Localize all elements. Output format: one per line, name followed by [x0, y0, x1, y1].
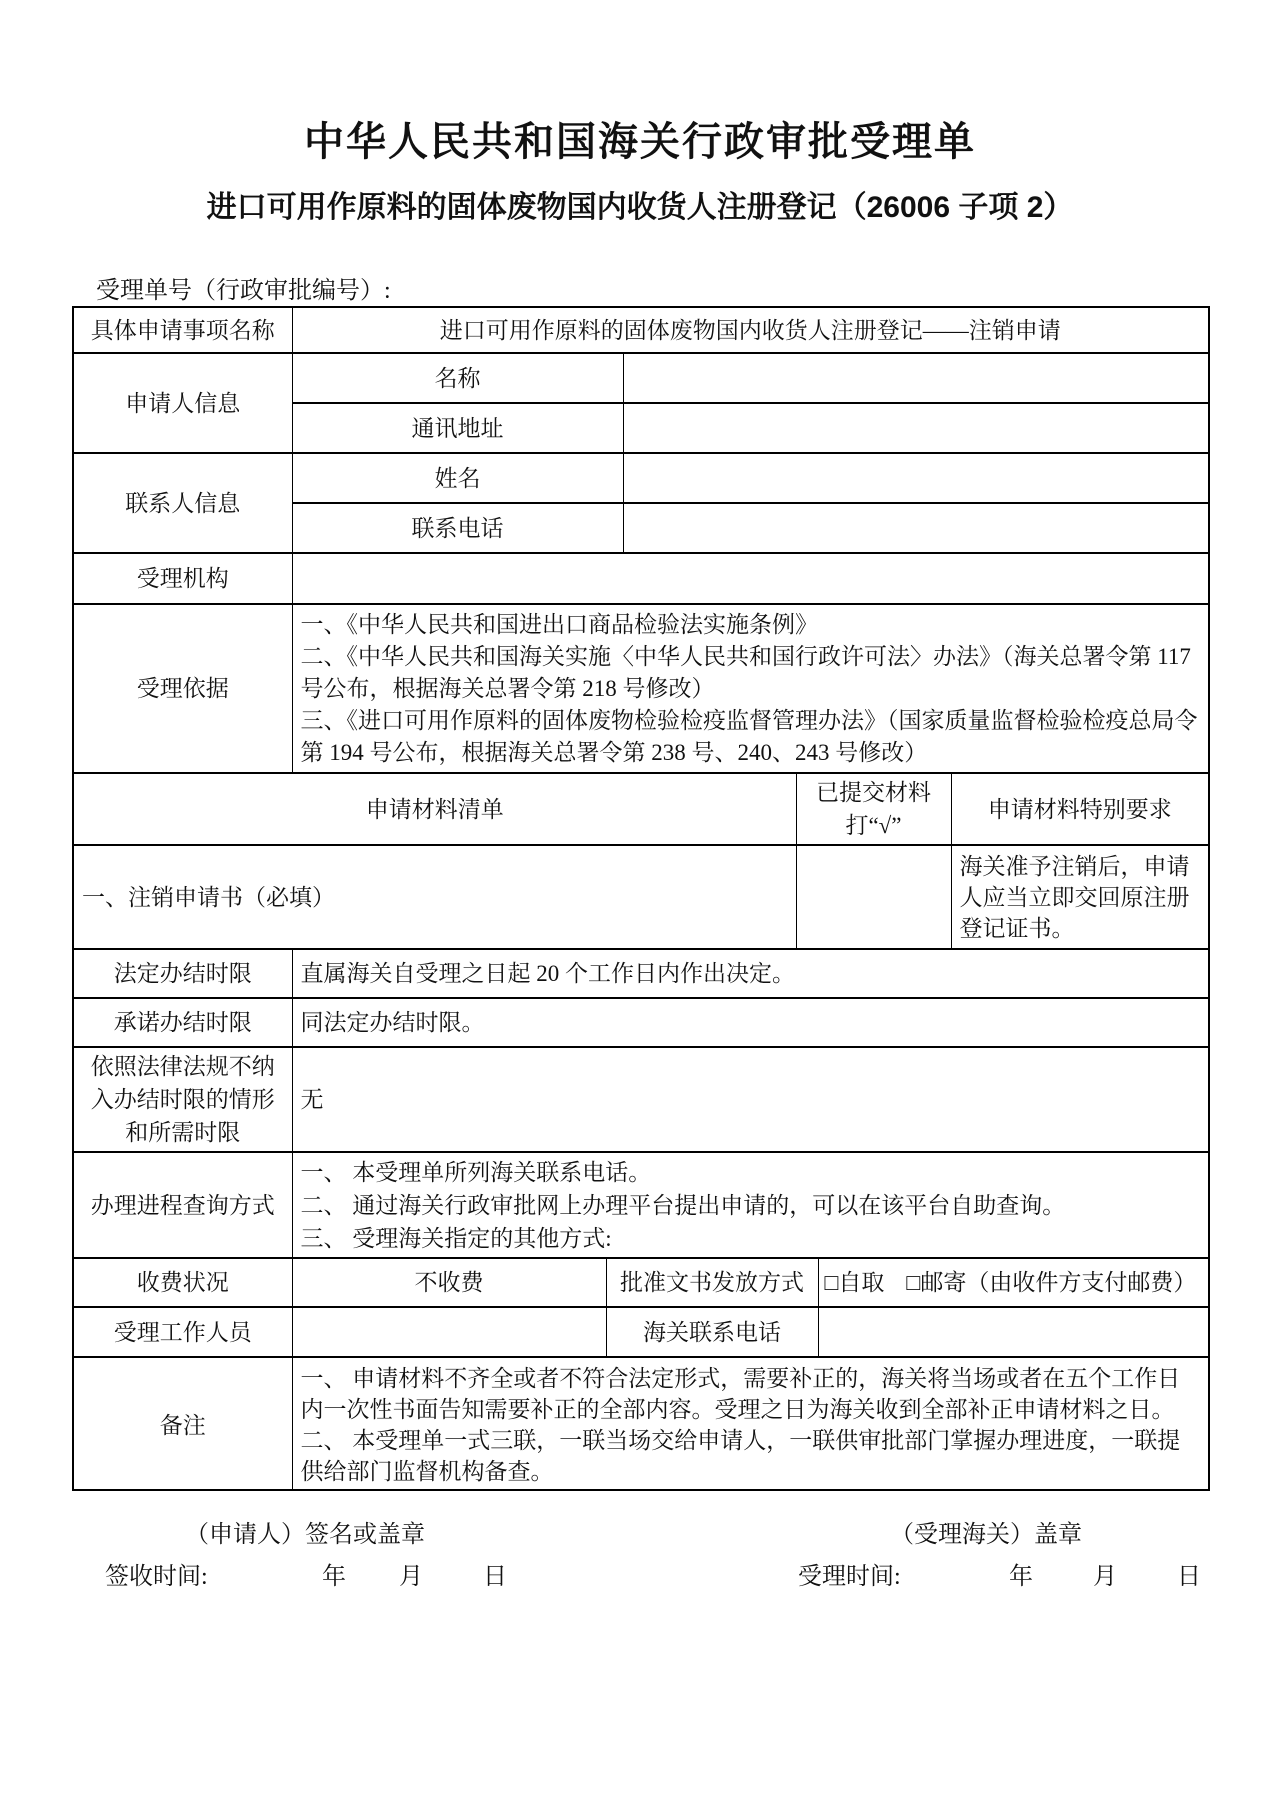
- delivery-options: [818, 1258, 1209, 1307]
- receive-time-day-label: 日: [483, 1564, 507, 1590]
- customs-phone-field[interactable]: [818, 1307, 1209, 1357]
- accept-time-year-label: 年: [1009, 1564, 1033, 1590]
- row-contact-name: [73, 453, 1209, 503]
- progress-query-item-3: 三、 受理海关指定的其他方式:: [300, 1225, 612, 1251]
- receive-time-year-label: 年: [322, 1564, 346, 1590]
- materials-special-header: 申请材料特别要求: [951, 773, 1209, 845]
- progress-query-text: [292, 1152, 1209, 1258]
- remarks-item-2: 二、 本受理单一式三联，一联当场交给申请人，一联供审批部门掌握办理进度，一联提供给部门监督机构备查。: [300, 1428, 1181, 1484]
- accept-time-month-label: 月: [1093, 1564, 1117, 1590]
- acceptance-number-label: 受理单号（行政审批编号）:: [96, 278, 391, 304]
- item-name-value: 进口可用作原料的固体废物国内收货人注册登记——注销申请: [292, 307, 1209, 353]
- application-form-table: [72, 306, 1210, 1491]
- row-item-name: [73, 307, 1209, 353]
- row-material-1: [73, 845, 1209, 949]
- remarks-label: 备注: [73, 1357, 292, 1490]
- material-1-special: 海关准予注销后，申请人应当立即交回原注册登记证书。: [951, 845, 1209, 949]
- applicant-address-label: 通讯地址: [292, 403, 623, 453]
- accept-time-day-label: 日: [1177, 1564, 1201, 1590]
- accepting-org-field[interactable]: [292, 553, 1209, 604]
- basis-item-3: 三、《进口可用作原料的固体废物检验检疫监督管理办法》（国家质量监督检验检疫总局令第 194 号公布，根据海关总署令第 238 号、240、243 号修改）: [300, 707, 1198, 765]
- row-progress-query: [73, 1152, 1209, 1258]
- fee-label: 收费状况: [73, 1258, 292, 1307]
- progress-query-item-2: 二、 通过海关行政审批网上办理平台提出申请的，可以在该平台自助查询。: [300, 1192, 1066, 1218]
- excluded-limit-value: 无: [292, 1047, 1209, 1152]
- row-applicant-name: [73, 353, 1209, 403]
- applicant-info-label: 申请人信息: [73, 353, 292, 453]
- contact-phone-label: 联系电话: [292, 503, 623, 553]
- acceptance-basis-label: 受理依据: [73, 604, 292, 773]
- progress-query-label: 办理进程查询方式: [73, 1152, 292, 1258]
- basis-item-2: 二、《中华人民共和国海关实施〈中华人民共和国行政许可法〉办法》（海关总署令第 117 号公布，根据海关总署令第 218 号修改）: [300, 643, 1191, 701]
- contact-info-label: 联系人信息: [73, 453, 292, 553]
- remarks-text: [292, 1357, 1209, 1490]
- acceptance-basis-text: [292, 604, 1209, 773]
- excluded-limit-label: 依照法律法规不纳入办结时限的情形和所需时限: [73, 1047, 292, 1152]
- progress-query-item-1: 一、 本受理单所列海关联系电话。: [300, 1159, 652, 1185]
- page-subtitle: 进口可用作原料的固体废物国内收货人注册登记（26006 子项 2）: [206, 191, 1074, 224]
- delivery-method-label: 批准文书发放方式: [606, 1258, 818, 1307]
- contact-name-field[interactable]: [623, 453, 1209, 503]
- legal-limit-value: 直属海关自受理之日起 20 个工作日内作出决定。: [292, 949, 1209, 998]
- applicant-name-field[interactable]: [623, 353, 1209, 403]
- materials-submitted-header-line2: 打“√”: [845, 813, 902, 838]
- legal-limit-label: 法定办结时限: [73, 949, 292, 998]
- promise-limit-value: 同法定办结时限。: [292, 998, 1209, 1047]
- delivery-option-mail-label: 邮寄（由收件方支付邮费）: [920, 1270, 1197, 1295]
- customs-phone-label: 海关联系电话: [606, 1307, 818, 1357]
- materials-list-header: 申请材料清单: [73, 773, 796, 845]
- checkbox-self-pickup-icon[interactable]: □: [824, 1270, 839, 1295]
- accepting-org-label: 受理机构: [73, 553, 292, 604]
- staff-label: 受理工作人员: [73, 1307, 292, 1357]
- remarks-item-1: 一、 申请材料不齐全或者不符合法定形式，需要补正的，海关将当场或者在五个工作日内一次性书面告知需要补正的全部内容。受理之日为海关收到全部补正申请材料之日。: [300, 1366, 1181, 1422]
- item-name-label: 具体申请事项名称: [73, 307, 292, 353]
- row-fee: [73, 1258, 1209, 1307]
- row-legal-limit: [73, 949, 1209, 998]
- fee-value: 不收费: [292, 1258, 606, 1307]
- receive-time-label: 签收时间:: [105, 1564, 208, 1590]
- row-materials-header: [73, 773, 1209, 845]
- basis-item-1: 一、《中华人民共和国进出口商品检验法实施条例》: [300, 611, 818, 637]
- receive-time-month-label: 月: [399, 1564, 423, 1590]
- applicant-address-field[interactable]: [623, 403, 1209, 453]
- accept-time-label: 受理时间:: [798, 1564, 901, 1590]
- applicant-name-label: 名称: [292, 353, 623, 403]
- checkbox-mail-icon[interactable]: □: [906, 1270, 921, 1295]
- contact-phone-field[interactable]: [623, 503, 1209, 553]
- contact-name-label: 姓名: [292, 453, 623, 503]
- material-1-submitted-field[interactable]: [796, 845, 951, 949]
- materials-submitted-header-line1: 已提交材料: [816, 780, 931, 805]
- row-staff: [73, 1307, 1209, 1357]
- row-acceptance-basis: [73, 604, 1209, 773]
- applicant-signature-label: （申请人）签名或盖章: [185, 1522, 425, 1548]
- row-remarks: [73, 1357, 1209, 1490]
- staff-field[interactable]: [292, 1307, 606, 1357]
- materials-submitted-header: [796, 773, 951, 845]
- row-excluded-limit: [73, 1047, 1209, 1152]
- material-1-name: 一、注销申请书（必填）: [73, 845, 796, 949]
- row-accepting-org: [73, 553, 1209, 604]
- row-promise-limit: [73, 998, 1209, 1047]
- page-title: 中华人民共和国海关行政审批受理单: [304, 120, 976, 164]
- promise-limit-label: 承诺办结时限: [73, 998, 292, 1047]
- delivery-option-self-pickup-label: 自取: [838, 1270, 885, 1295]
- customs-seal-label: （受理海关）盖章: [890, 1522, 1082, 1548]
